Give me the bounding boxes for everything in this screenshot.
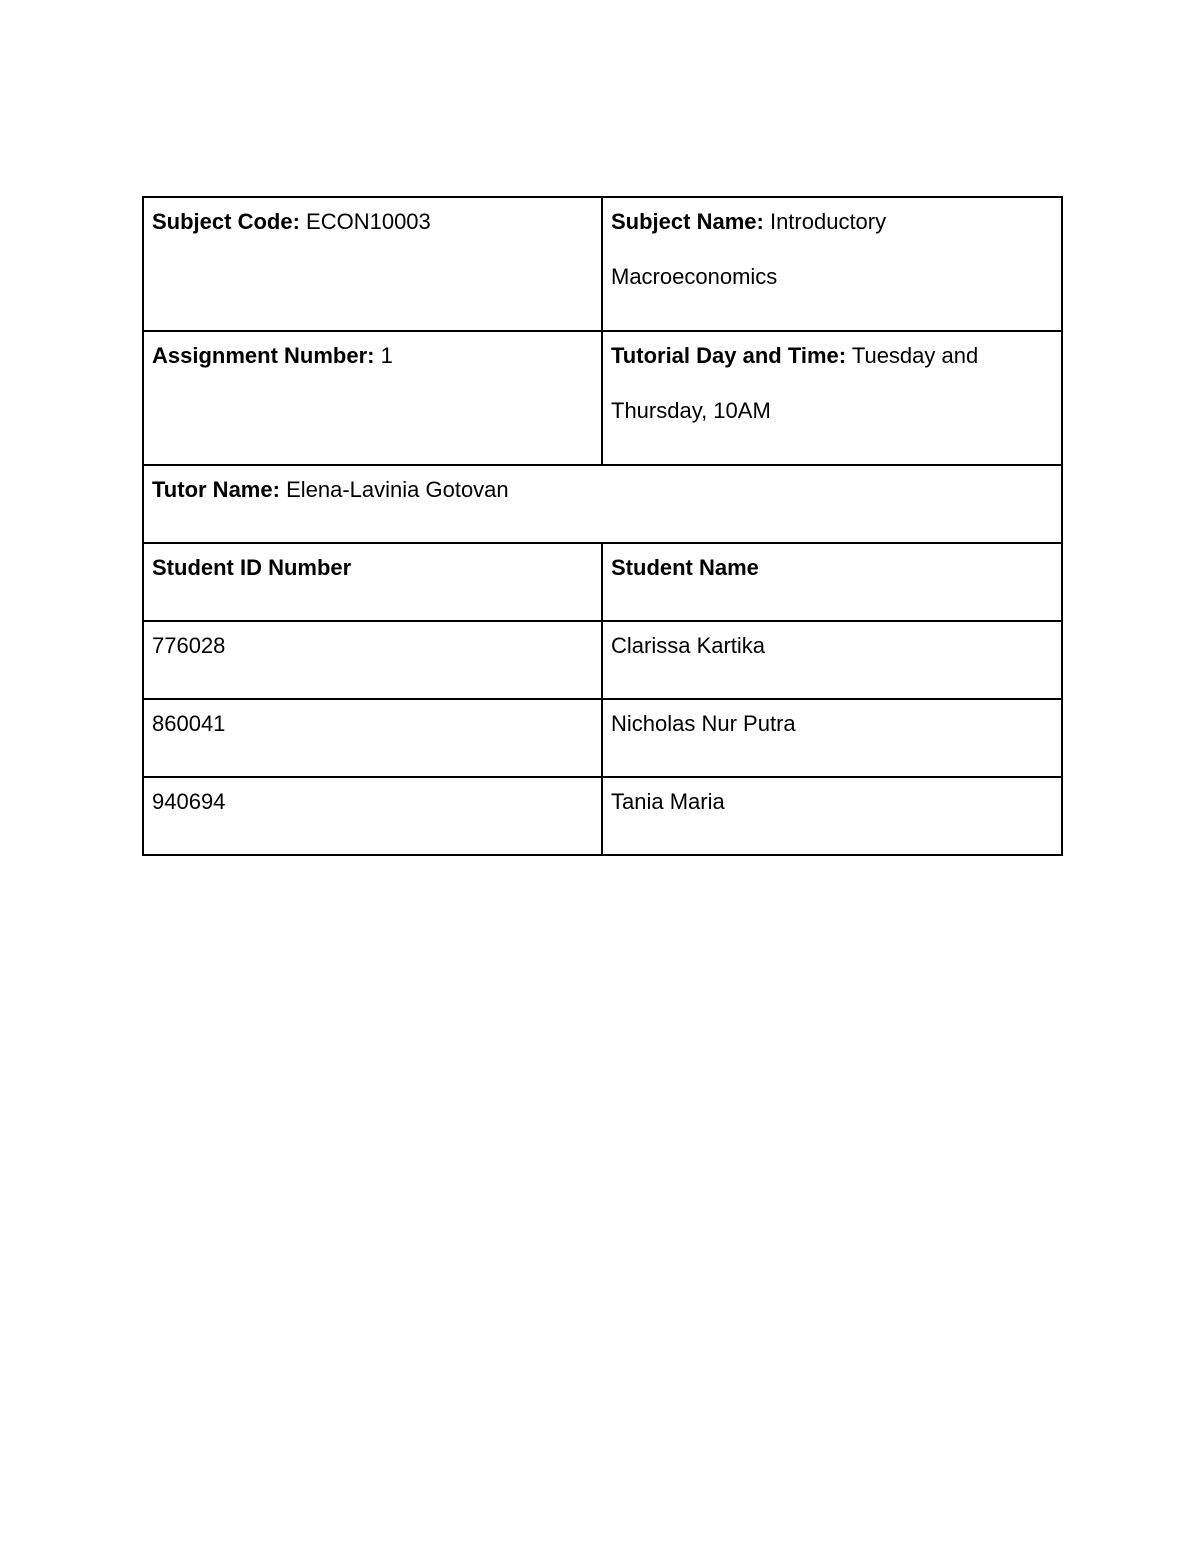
subject-code-label: Subject Code: <box>152 209 300 234</box>
tutor-name-value: Elena-Lavinia Gotovan <box>286 477 509 502</box>
table-header-row <box>143 543 1062 621</box>
table-row <box>143 331 1062 465</box>
subject-name-label: Subject Name: <box>611 209 764 234</box>
student-name-header <box>602 543 1062 621</box>
student-name: Tania Maria <box>611 789 725 814</box>
student-name-header-text: Student Name <box>611 555 759 580</box>
tutorial-time-value: Tuesday and Thursday, 10AM <box>611 343 979 423</box>
assignment-number-label: Assignment Number: <box>152 343 375 368</box>
assignment-cover-table <box>142 196 1063 856</box>
student-id: 860041 <box>152 711 226 736</box>
tutor-name-label: Tutor Name: <box>152 477 280 502</box>
table-row <box>143 197 1062 331</box>
student-name-cell <box>602 699 1062 777</box>
table-row <box>143 621 1062 699</box>
subject-code-cell <box>143 197 602 331</box>
student-name: Nicholas Nur Putra <box>611 711 796 736</box>
tutorial-time-cell <box>602 331 1062 465</box>
subject-name-value: Introductory Macroeconomics <box>611 209 887 289</box>
student-id: 776028 <box>152 633 226 658</box>
student-name: Clarissa Kartika <box>611 633 766 658</box>
student-id-cell <box>143 621 602 699</box>
student-id: 940694 <box>152 789 226 814</box>
table-row <box>143 777 1062 855</box>
table-row <box>143 465 1062 543</box>
assignment-number-cell <box>143 331 602 465</box>
subject-name-cell <box>602 197 1062 331</box>
student-id-cell <box>143 699 602 777</box>
student-id-cell <box>143 777 602 855</box>
student-id-header-text: Student ID Number <box>152 555 352 580</box>
assignment-number-value: 1 <box>380 343 393 368</box>
student-id-header <box>143 543 602 621</box>
table-row <box>143 699 1062 777</box>
tutorial-time-label: Tutorial Day and Time: <box>611 343 847 368</box>
tutor-name-cell <box>143 465 1062 543</box>
subject-code-value: ECON10003 <box>306 209 431 234</box>
student-name-cell <box>602 777 1062 855</box>
student-name-cell <box>602 621 1062 699</box>
